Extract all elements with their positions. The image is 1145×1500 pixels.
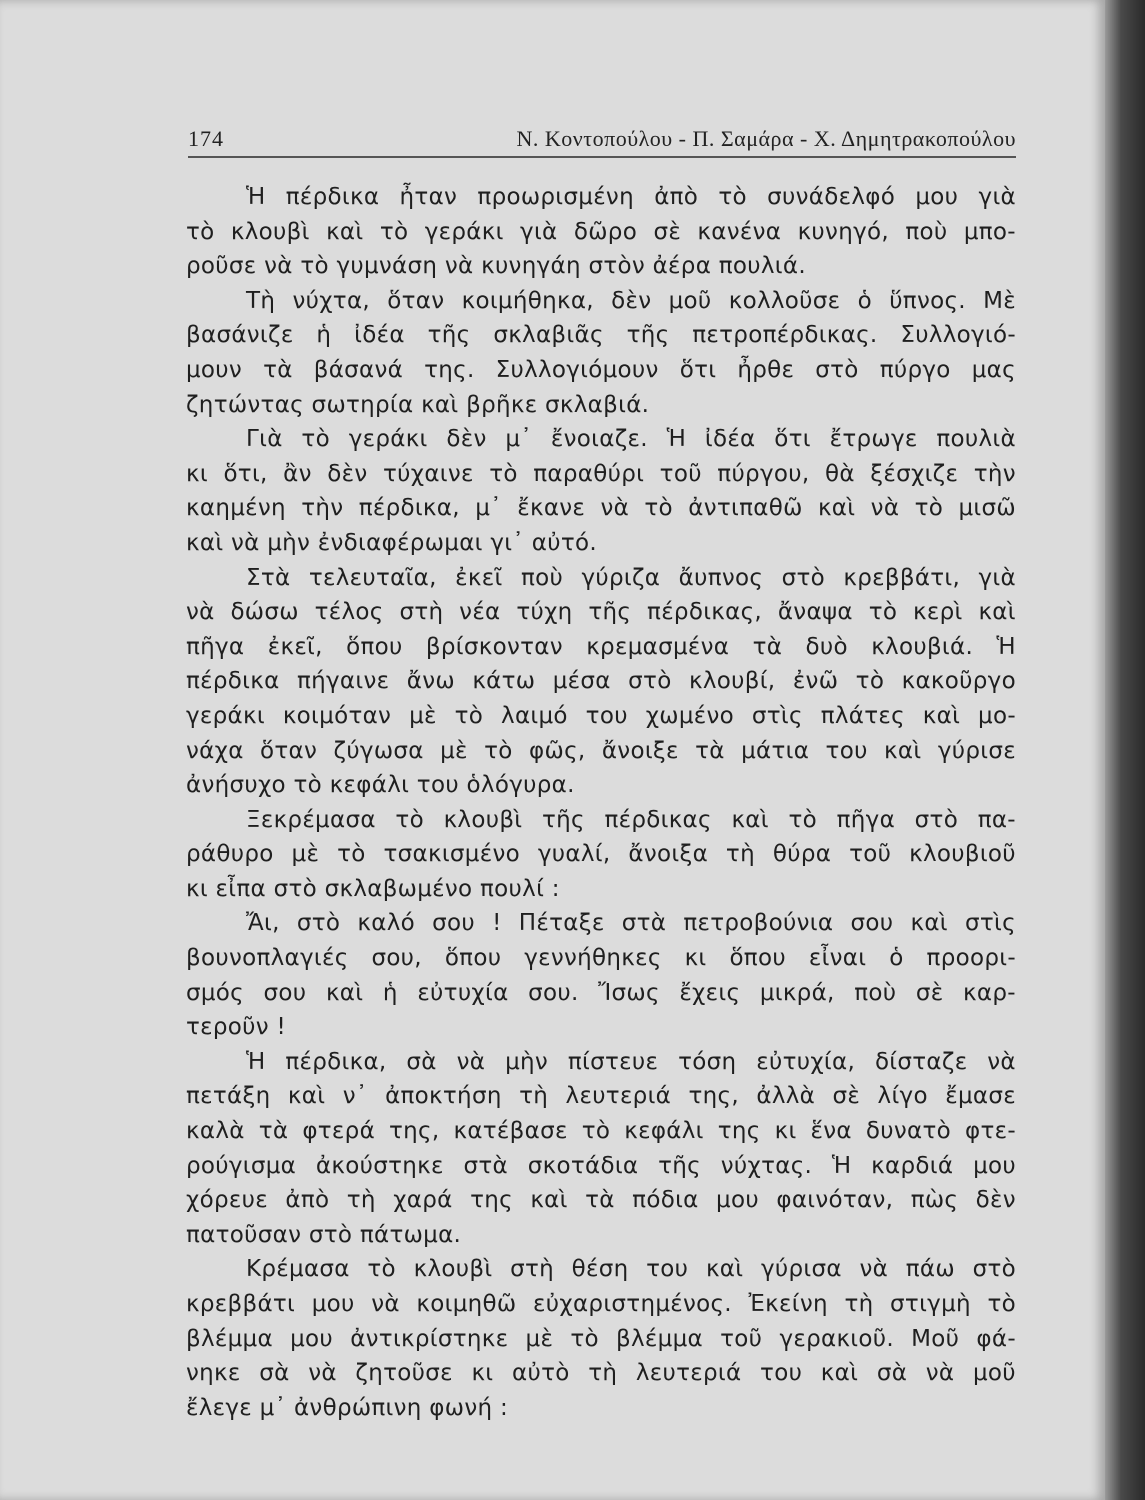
- text-line: ροῦσε νὰ τὸ γυμνάση νὰ κυνηγάη στὸν ἀέρα πουλιά.: [186, 253, 806, 280]
- text-line: πῆγα ἐκεῖ, ὅπου βρίσκονταν κρεμασμένα τὰ δυὸ κλουβιά. Ἡ: [186, 633, 1016, 660]
- text-line: ἔλεγε μ᾿ ἀνθρώπινη φωνή :: [186, 1394, 508, 1421]
- text-line: γεράκι κοιμόταν μὲ τὸ λαιμό του χωμένο στὶς πλάτες καὶ μο-: [186, 702, 1016, 729]
- text-line: κι εἶπα στὸ σκλαβωμένο πουλί :: [186, 875, 560, 902]
- text-line: πέρδικα πήγαινε ἄνω κάτω μέσα στὸ κλουβί, ἐνῶ τὸ κακοῦργο: [186, 668, 1016, 695]
- text-line: κι ὅτι, ἂν δὲν τύχαινε τὸ παραθύρι τοῦ πύργου, θὰ ξέσχιζε τὴν: [186, 460, 1016, 487]
- text-line: νηκε σὰ νὰ ζητοῦσε κι αὐτὸ τὴ λευτεριά του καὶ σὰ νὰ μοῦ: [186, 1360, 1016, 1387]
- page-number: 174: [188, 126, 224, 151]
- authors-header: Ν. Κοντοπούλου - Π. Σαμάρα - Χ. Δημητρακοπούλου: [516, 126, 1016, 151]
- text-line: ρούγισμα ἀκούστηκε στὰ σκοτάδια τῆς νύχτας. Ἡ καρδιά μου: [186, 1152, 1016, 1179]
- body-text: [186, 180, 1016, 1425]
- text-line: Ἡ πέρδικα ἦταν προωρισμένη ἀπὸ τὸ συνάδελφό μου γιὰ: [246, 184, 1016, 210]
- text-line: καὶ νὰ μὴν ἐνδιαφέρωμαι γι᾿ αὐτό.: [186, 529, 597, 556]
- text-line: Κρέμασα τὸ κλουβὶ στὴ θέση του καὶ γύρισα νὰ πάω στὸ: [246, 1256, 1016, 1283]
- text-line: Ξεκρέμασα τὸ κλουβὶ τῆς πέρδικας καὶ τὸ πῆγα στὸ πα-: [246, 806, 1016, 833]
- text-line: χόρευε ἀπὸ τὴ χαρά της καὶ τὰ πόδια μου φαινόταν, πὼς δὲν: [186, 1187, 1016, 1214]
- text-line: βλέμμα μου ἀντικρίστηκε μὲ τὸ βλέμμα τοῦ γερακιοῦ. Μοῦ φά-: [186, 1325, 1016, 1352]
- running-head: [188, 122, 1016, 158]
- text-line: τὸ κλουβὶ καὶ τὸ γεράκι γιὰ δῶρο σὲ κανένα κυνηγό, ποὺ μπο-: [186, 218, 1016, 245]
- text-line: καημένη τὴν πέρδικα, μ᾿ ἔκανε νὰ τὸ ἀντιπαθῶ καὶ νὰ τὸ μισῶ: [186, 495, 1016, 522]
- text-line: σμός σου καὶ ἡ εὐτυχία σου. Ἴσως ἔχεις μικρά, ποὺ σὲ καρ-: [186, 979, 1016, 1006]
- text-line: καλὰ τὰ φτερά της, κατέβασε τὸ κεφάλι της κι ἕνα δυνατὸ φτε-: [186, 1118, 1016, 1145]
- text-line: ζητώντας σωτηρία καὶ βρῆκε σκλαβιά.: [186, 391, 650, 418]
- text-line: Γιὰ τὸ γεράκι δὲν μ᾿ ἔνοιαζε. Ἡ ἰδέα ὅτι ἔτρωγε πουλιὰ: [246, 426, 1016, 453]
- text-line: πετάξη καὶ ν᾿ ἀποκτήση τὴ λευτεριά της, ἀλλὰ σὲ λίγο ἔμασε: [186, 1083, 1016, 1110]
- text-line: Ἄι, στὸ καλό σου ! Πέταξε στὰ πετροβούνια σου καὶ στὶς: [246, 910, 1016, 937]
- text-line: κρεββάτι μου νὰ κοιμηθῶ εὐχαριστημένος. Ἐκείνη τὴ στιγμὴ τὸ: [186, 1291, 1016, 1317]
- text-line: ράθυρο μὲ τὸ τσακισμένο γυαλί, ἄνοιξα τὴ θύρα τοῦ κλουβιοῦ: [186, 841, 1016, 868]
- text-line: βασάνιζε ἡ ἰδέα τῆς σκλαβιᾶς τῆς πετροπέρδικας. Συλλογιό-: [186, 322, 1016, 349]
- text-line: ἀνήσυχο τὸ κεφάλι του ὁλόγυρα.: [186, 772, 575, 799]
- text-line: νάχα ὅταν ζύγωσα μὲ τὸ φῶς, ἄνοιξε τὰ μάτια του καὶ γύρισε: [186, 737, 1016, 764]
- text-line: πατοῦσαν στὸ πάτωμα.: [186, 1221, 462, 1248]
- text-line: τεροῦν !: [186, 1014, 287, 1041]
- text-line: Ἡ πέρδικα, σὰ νὰ μὴν πίστευε τόση εὐτυχία, δίσταζε νὰ: [246, 1048, 1016, 1075]
- page-edge-shadow: [1105, 0, 1145, 1500]
- text-line: βουνοπλαγιές σου, ὅπου γεννήθηκες κι ὅπου εἶναι ὁ προορι-: [186, 945, 1016, 972]
- text-line: νὰ δώσω τέλος στὴ νέα τύχη τῆς πέρδικας, ἄναψα τὸ κερὶ καὶ: [186, 599, 1016, 626]
- text-line: Στὰ τελευταῖα, ἐκεῖ ποὺ γύριζα ἄυπνος στὸ κρεββάτι, γιὰ: [246, 564, 1016, 591]
- text-line: Τὴ νύχτα, ὅταν κοιμήθηκα, δὲν μοῦ κολλοῦσε ὁ ὕπνος. Μὲ: [246, 287, 1016, 314]
- text-line: μουν τὰ βάσανά της. Συλλογιόμουν ὅτι ἦρθε στὸ πύργο μας: [186, 356, 1016, 383]
